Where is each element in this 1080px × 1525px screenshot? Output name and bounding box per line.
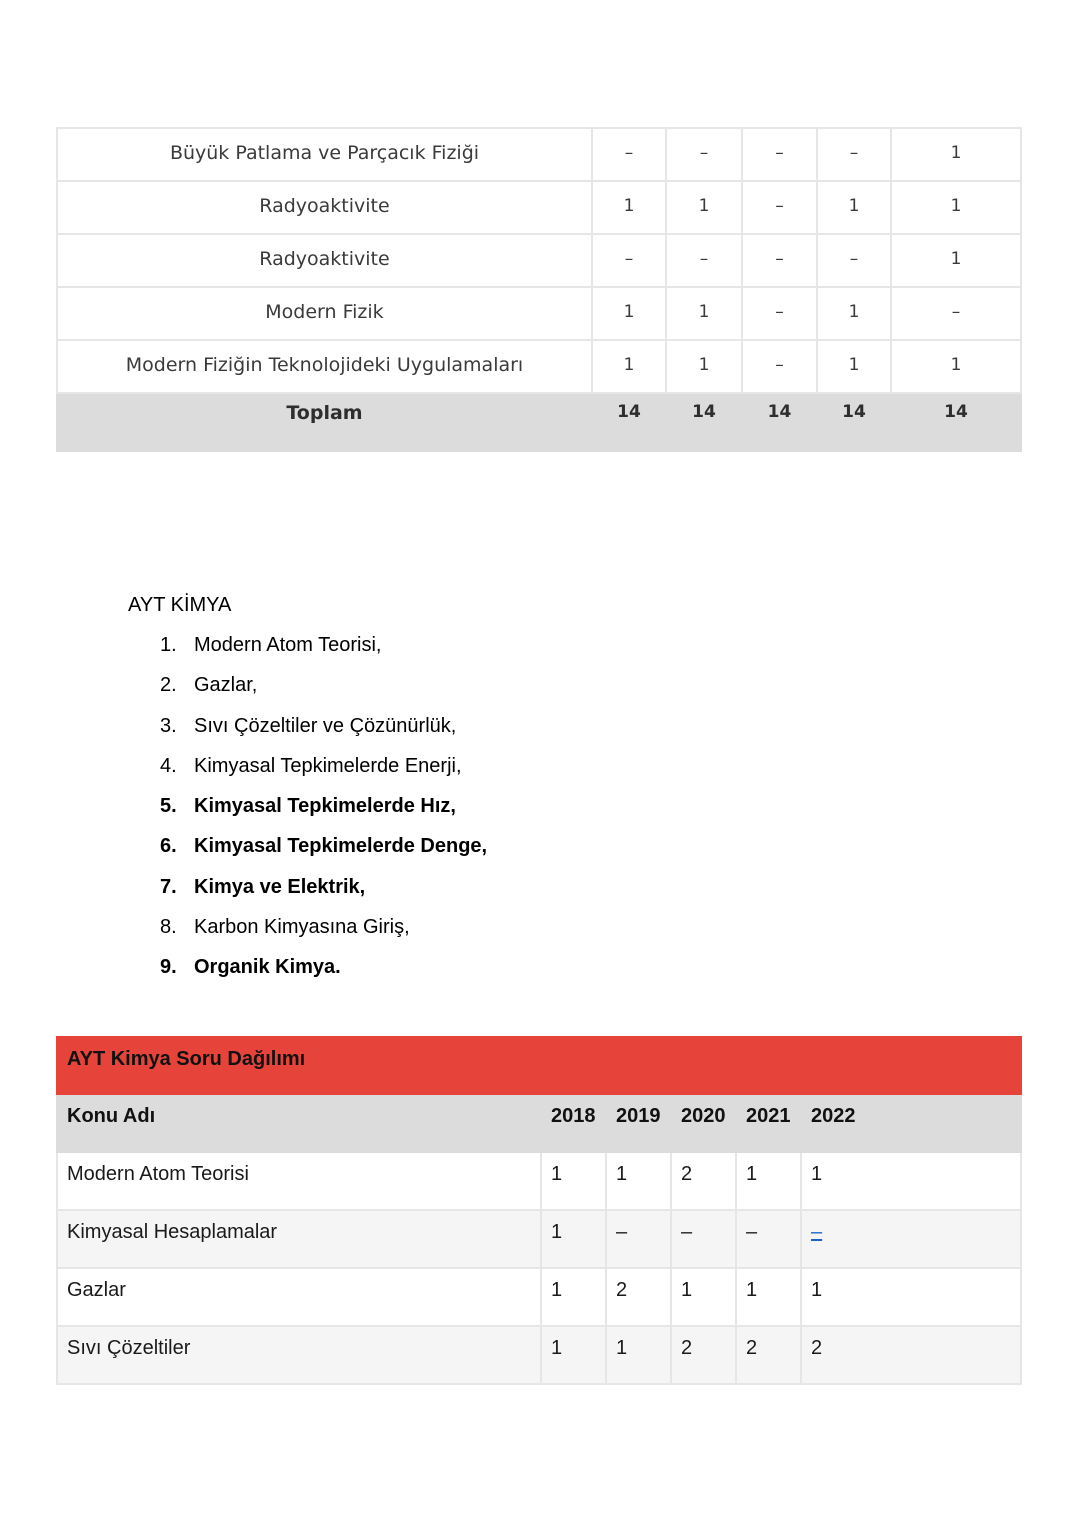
topic-cell: Gazlar [57,1268,541,1326]
list-text: Kimyasal Tepkimelerde Denge, [194,835,488,858]
list-item [160,755,487,795]
table-title-row [57,1037,1021,1094]
value-cell: 1 [891,181,1021,234]
total-value: 14 [817,393,891,451]
table-row [57,181,1021,234]
value-cell: 1 [606,1152,671,1210]
value-cell: – [666,128,742,181]
value-link[interactable]: – [811,1221,823,1243]
value-cell: 1 [666,287,742,340]
list-text: Organik Kimya. [194,956,341,979]
value-cell: – [817,234,891,287]
list-number: 4. [160,754,177,777]
value-cell: 2 [801,1326,1021,1384]
topic-cell: Radyoaktivite [57,234,592,287]
list-number: 9. [160,956,177,979]
total-row [57,393,1021,451]
topic-cell: Sıvı Çözeltiler [57,1326,541,1384]
list-item [160,795,487,835]
value-cell: – [817,128,891,181]
list-number: 3. [160,714,177,737]
topic-cell: Radyoaktivite [57,181,592,234]
topic-list [160,634,487,997]
column-header-year: 2019 [606,1094,671,1152]
value-cell: 1 [606,1326,671,1384]
value-cell: 1 [541,1152,606,1210]
list-text: Sıvı Çözeltiler ve Çözünürlük, [194,714,457,737]
list-number: 5. [160,795,177,818]
value-cell: 1 [891,340,1021,393]
list-text: Gazlar, [194,674,258,697]
value-cell: – [742,128,817,181]
column-header-year: 2018 [541,1094,606,1152]
table-row [57,1210,1021,1268]
value-cell: 1 [817,287,891,340]
list-item [160,715,487,755]
value-cell: – [891,287,1021,340]
list-text: Kimyasal Tepkimelerde Hız, [194,795,456,818]
value-cell: 1 [592,181,666,234]
value-cell: 2 [736,1326,801,1384]
list-text: Kimyasal Tepkimelerde Enerji, [194,754,462,777]
table-row [57,1152,1021,1210]
table-row [57,340,1021,393]
total-label: Toplam [57,393,592,451]
value-cell: 1 [666,340,742,393]
topic-cell: Modern Atom Teorisi [57,1152,541,1210]
column-header-year: 2021 [736,1094,801,1152]
total-value: 14 [666,393,742,451]
value-cell: 1 [592,287,666,340]
list-item [160,956,487,996]
total-value: 14 [891,393,1021,451]
table-row [57,1326,1021,1384]
topic-cell: Kimyasal Hesaplamalar [57,1210,541,1268]
value-cell: 1 [891,128,1021,181]
kimya-distribution-table [56,1036,1022,1385]
column-header-topic: Konu Adı [57,1094,541,1152]
topic-cell: Büyük Patlama ve Parçacık Fiziği [57,128,592,181]
value-cell: 1 [817,181,891,234]
list-item [160,674,487,714]
value-cell: 1 [541,1210,606,1268]
value-cell: 1 [891,234,1021,287]
value-cell: 1 [801,1268,1021,1326]
value-cell: 1 [736,1268,801,1326]
value-cell: – [742,181,817,234]
table-row [57,287,1021,340]
value-cell: – [742,234,817,287]
value-cell [801,1210,1021,1268]
value-cell: – [742,287,817,340]
value-cell: 1 [801,1152,1021,1210]
value-cell: 1 [666,181,742,234]
column-header-year: 2022 [801,1094,1021,1152]
list-item [160,835,487,875]
value-cell: – [742,340,817,393]
value-cell: 2 [671,1152,736,1210]
value-cell: 2 [606,1268,671,1326]
value-cell: 1 [541,1326,606,1384]
table-row [57,128,1021,181]
list-text: Karbon Kimyasına Giriş, [194,916,410,939]
section-title: AYT KİMYA [128,594,232,616]
value-cell: – [592,234,666,287]
list-number: 7. [160,875,177,898]
value-cell: – [671,1210,736,1268]
list-item [160,916,487,956]
table-row [57,1268,1021,1326]
total-value: 14 [592,393,666,451]
list-number: 1. [160,634,177,656]
list-number: 2. [160,674,177,697]
value-cell: – [592,128,666,181]
list-number: 8. [160,916,177,939]
table-row [57,234,1021,287]
value-cell: – [736,1210,801,1268]
value-cell: 1 [541,1268,606,1326]
table-title: AYT Kimya Soru Dağılımı [57,1037,1021,1094]
table-header-row [57,1094,1021,1152]
fizik-topic-table [56,127,1022,452]
value-cell: 1 [671,1268,736,1326]
column-header-year: 2020 [671,1094,736,1152]
value-cell: 2 [671,1326,736,1384]
list-item [160,634,487,674]
value-cell: 1 [592,340,666,393]
topic-cell: Modern Fiziğin Teknolojideki Uygulamaları [57,340,592,393]
list-number: 6. [160,835,177,858]
value-cell: – [606,1210,671,1268]
topic-cell: Modern Fizik [57,287,592,340]
list-text: Modern Atom Teorisi, [194,634,382,656]
value-cell: 1 [736,1152,801,1210]
total-value: 14 [742,393,817,451]
value-cell: 1 [817,340,891,393]
value-cell: – [666,234,742,287]
list-text: Kimya ve Elektrik, [194,875,366,898]
list-item [160,876,487,916]
